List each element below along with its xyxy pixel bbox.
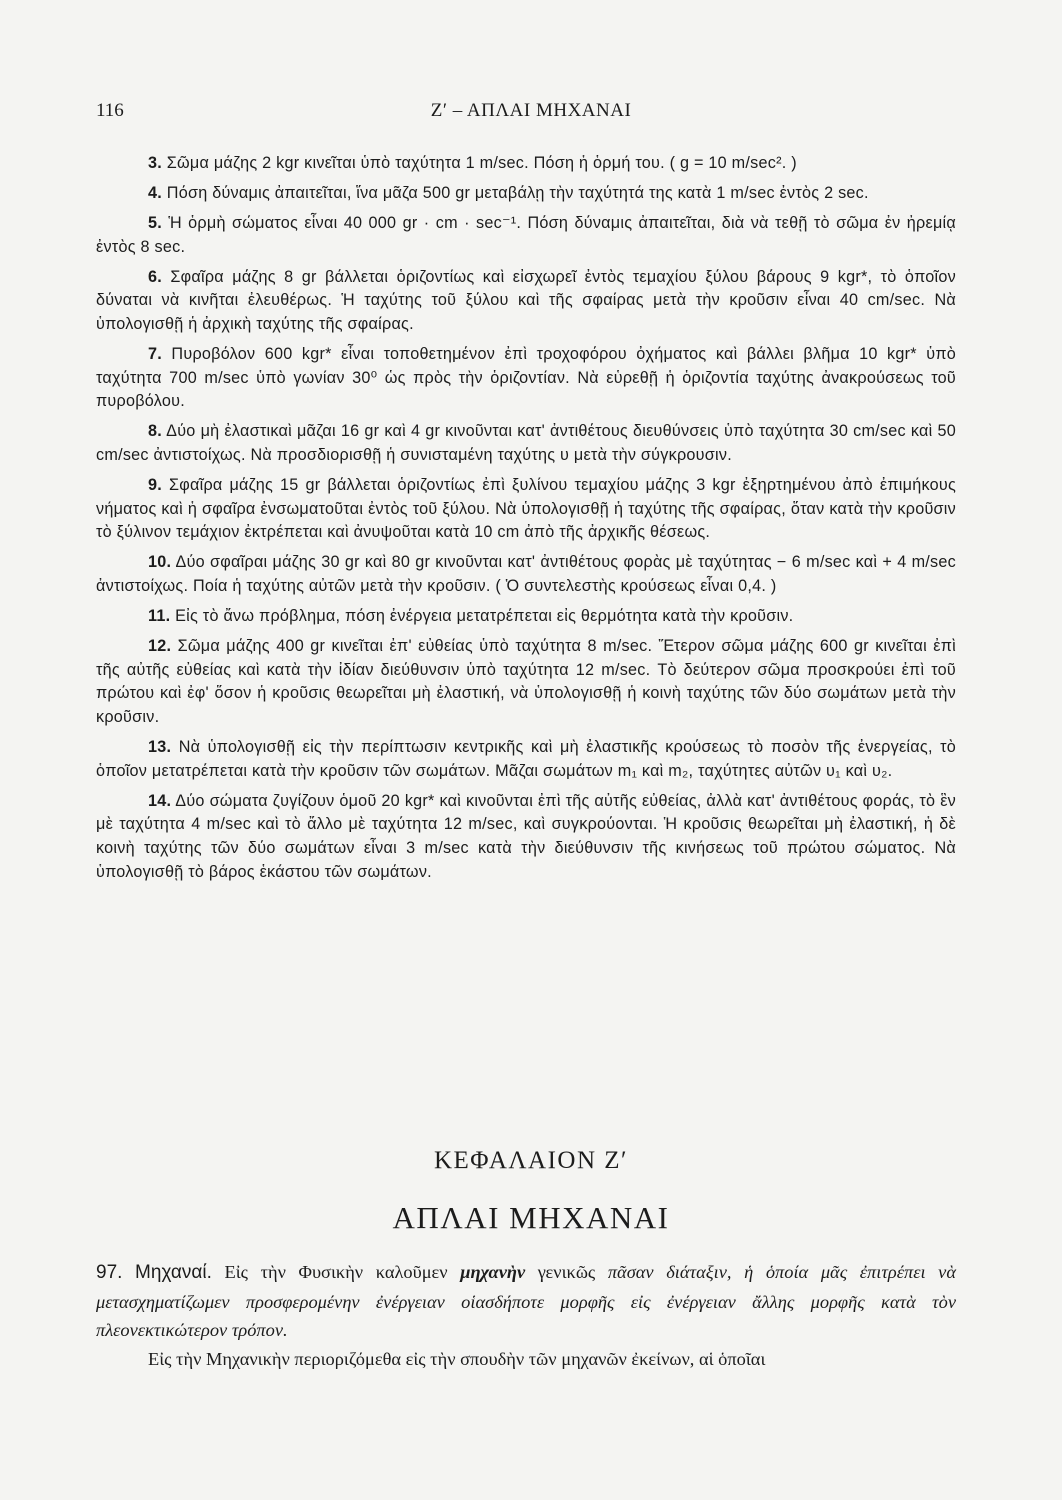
problem-text: Σῶμα μάζης 2 kgr κινεῖται ὑπὸ ταχύτητα 1 m/sec. Πόση ἡ ὁρμή του. ( g = 10 m/sec². ) <box>166 154 797 172</box>
problem-text: Εἰς τὸ ἄνω πρόβλημα, πόση ἐνέργεια μετατρέπεται εἰς θερμότητα κατὰ τὴν κροῦσιν. <box>175 607 794 626</box>
section-term: μηχανὴν <box>460 1262 526 1282</box>
problem-number: 3. <box>148 154 163 172</box>
problem-number: 6. <box>148 267 163 286</box>
problem-item <box>96 605 956 629</box>
problem-item <box>96 551 956 598</box>
problem-item <box>96 420 956 467</box>
problem-text: Πόση δύναμις ἀπαιτεῖται, ἵνα μᾶζα 500 gr μεταβάλῃ τὴν ταχύτητά της κατὰ 1 m/sec ἐντὸς 2 sec. <box>166 184 869 203</box>
problem-number: 5. <box>148 214 163 233</box>
problem-text: Σῶμα μάζης 400 gr κινεῖται ἐπ' εὐθείας ὑπὸ ταχύτητα 8 m/sec. Ἕτερον σῶμα μάζης 600 gr κινεῖται ἐπὶ τῆς αὐτῆς εὐθείας καὶ κατὰ τὴν ἰδίαν διεύθυνσιν ὑπὸ ταχύτητα 12 m/sec. Τὸ δεύτερον σῶμα προσκρούει ἐπὶ τοῦ πρώτου καὶ ἐφ' ὅσον ἡ κροῦσις θεωρεῖται μὴ ἐλαστική, νὰ ὑπολογισθῇ ἡ κοινὴ ταχύτης τῶν δύο σωμάτων μετὰ τὴν κροῦσιν. <box>96 637 956 726</box>
problem-item <box>96 182 956 206</box>
chapter-label: ΚΕΦΑΛΑΙΟΝ Ζ′ <box>433 1147 629 1174</box>
problem-text: Νὰ ὑπολογισθῇ εἰς τὴν περίπτωσιν κεντρικῆς καὶ μὴ ἐλαστικῆς κρούσεως τὸ ποσὸν τῆς ἐνεργείας, τὸ ὁποῖον μετατρέπεται κατὰ τὴν κροῦσιν τῶν σωμάτων. Μᾶζαι σωμάτων m₁ καὶ m₂, ταχύτητες αὐτῶν υ₁ καὶ υ₂. <box>96 738 957 780</box>
page-number: 116 <box>96 100 124 121</box>
section-number: 97. <box>96 1262 123 1283</box>
section-paragraph-2: Εἰς τὴν Μηχανικὴν περιοριζόμεθα εἰς τὴν σπουδὴν τῶν μηχανῶν ἐκείνων, αἱ ὁποῖαι <box>148 1348 766 1369</box>
problem-item <box>96 736 956 783</box>
problem-number: 4. <box>148 184 163 203</box>
problem-number: 11. <box>148 607 171 626</box>
problem-text: Ἡ ὁρμὴ σώματος εἶναι 40 000 gr · cm · sec⁻¹. Πόση δύναμις ἀπαιτεῖται, διὰ νὰ τεθῇ τὸ σῶμα ἐν ἠρεμίᾳ ἐντὸς 8 sec. <box>96 214 957 256</box>
problem-number: 14. <box>148 791 172 810</box>
problem-item <box>96 212 956 259</box>
problem-text: Σφαῖρα μάζης 15 gr βάλλεται ὁριζοντίως ἐπὶ ξυλίνου τεμαχίου μάζης 3 kgr ἐξηρτημένου ἀπὸ ἐπιμήκους νήματος καὶ ἡ σφαῖρα ἐνσωματοῦται ἐντὸς τοῦ ξύλου. Νὰ ὑπολογισθῇ ἡ ταχύτης τῆς σφαίρας, ὅταν κατὰ τὴν κροῦσιν τὸ ξύλινον τεμάχιον ἐκτρέπεται καὶ ἀνυψοῦται κατὰ 10 cm ἀπὸ τῆς ἀρχικῆς θέσεως. <box>96 476 956 542</box>
section-97 <box>96 1258 956 1373</box>
problem-item <box>96 343 956 414</box>
problem-number: 13. <box>148 738 172 757</box>
problem-number: 8. <box>148 422 163 441</box>
section-heading: Μηχαναί. <box>135 1262 212 1283</box>
section-mid: γενικῶς <box>537 1262 596 1282</box>
problem-text: Πυροβόλον 600 kgr* εἶναι τοποθετημένον ἐπὶ τροχοφόρου ὀχήματος καὶ βάλλει βλῆμα 10 kgr* ὑπὸ ταχύτητα 700 m/sec ὑπὸ γωνίαν 30⁰ ὡς πρὸς τὴν ὁριζοντίαν. Νὰ εὑρεθῇ ἡ ὁριζοντία ταχύτης ἀνακρούσεως τοῦ πυροβόλου. <box>96 345 957 411</box>
page-header <box>96 100 966 124</box>
section-definition: πᾶσαν διάταξιν, ἡ ὁποία μᾶς ἐπιτρέπει νὰ μετασχηματίζωμεν προσφερομένην ἐνέργειαν οἱασδήποτε μορφῆς εἰς ἐνέργειαν ἄλλης μορφῆς κατὰ τὸν πλεονεκτικώτερον τρόπον. <box>96 1262 956 1340</box>
problem-text: Δύο σώματα ζυγίζουν ὁμοῦ 20 kgr* καὶ κινοῦνται ἐπὶ τῆς αὐτῆς εὐθείας, ἀλλὰ κατ' ἀντιθέτους φοράς, τὸ ἓν μὲ ταχύτητα 4 m/sec καὶ τὸ ἄλλο μὲ ταχύτητα 12 m/sec, καὶ συγκρούονται. Ἡ κροῦσις θεωρεῖται μὴ ἐλαστική, ἡ δὲ κοινὴ ταχύτης τῶν δύο σωμάτων εἶναι 3 m/sec κατὰ τὴν διεύθυνσιν τῆς κινήσεως τοῦ πρώτου σώματος. Νὰ ὑπολογισθῇ τὸ βάρος ἑκάστου τῶν σωμάτων. <box>96 791 957 881</box>
problem-item <box>96 474 956 545</box>
problem-list <box>96 152 956 891</box>
problem-number: 12. <box>148 637 172 656</box>
problem-number: 7. <box>148 345 163 364</box>
problem-item <box>96 790 956 884</box>
running-title: Ζ′ – ΑΠΛΑΙ ΜΗΧΑΝΑΙ <box>430 100 632 121</box>
section-intro: Εἰς τὴν Φυσικὴν καλοῦμεν <box>224 1262 448 1282</box>
problem-item <box>96 266 956 337</box>
chapter-title: ΑΠΛΑΙ ΜΗΧΑΝΑΙ <box>392 1200 670 1235</box>
problem-number: 9. <box>148 476 163 495</box>
problem-text: Δύο μὴ ἐλαστικαὶ μᾶζαι 16 gr καὶ 4 gr κινοῦνται κατ' ἀντιθέτους διευθύνσεις ὑπὸ ταχύτητα 30 cm/sec καὶ 50 cm/sec ἀντιστοίχως. Νὰ προσδιορισθῇ ἡ συνισταμένη ταχύτης υ μετὰ τὴν σύγκρουσιν. <box>96 422 956 465</box>
problem-text: Δύο σφαῖραι μάζης 30 gr καὶ 80 gr κινοῦνται κατ' ἀντιθέτους φορὰς μὲ ταχύτητας − 6 m/sec καὶ + 4 m/sec ἀντιστοίχως. Ποία ἡ ταχύτης αὐτῶν μετὰ τὴν κροῦσιν. ( Ὁ συντελεστὴς κρούσεως εἶναι 0,4. ) <box>96 553 956 595</box>
section-paragraph <box>96 1258 956 1345</box>
problem-item <box>96 152 956 176</box>
problem-number: 10. <box>148 553 172 572</box>
problem-text: Σφαῖρα μάζης 8 gr βάλλεται ὁριζοντίως καὶ εἰσχωρεῖ ἐντὸς τεμαχίου ξύλου βάρους 9 kgr*, τὸ ὁποῖον δύναται νὰ κινῆται ἐλευθέρως. Ἡ ταχύτης τοῦ ξύλου καὶ τῆς σφαίρας μετὰ τὴν κροῦσιν εἶναι 40 cm/sec. Νὰ ὑπολογισθῇ ἡ ἀρχικὴ ταχύτης τῆς σφαίρας. <box>96 267 956 334</box>
problem-item <box>96 635 956 729</box>
